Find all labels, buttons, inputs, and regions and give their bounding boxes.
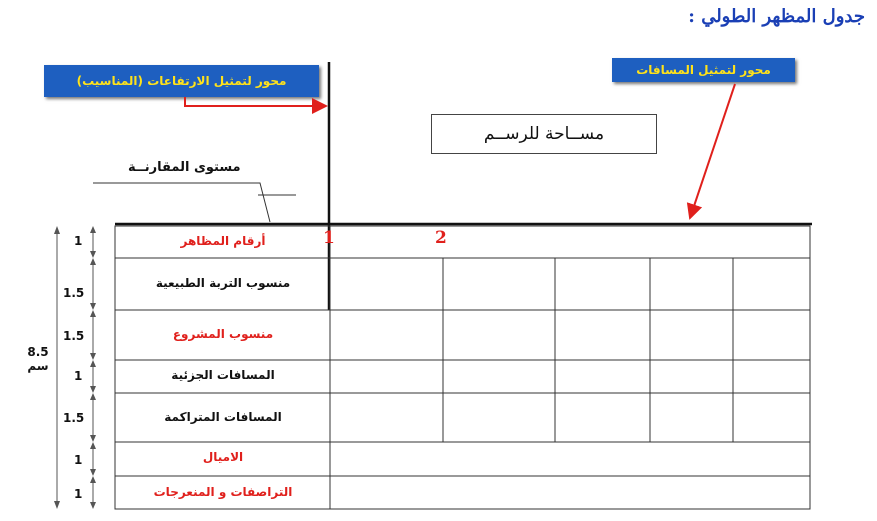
- total-height-unit: سم: [27, 359, 49, 373]
- diagram-title: جدول المظهر الطولي :: [688, 6, 865, 27]
- row-label-natural-ground-level: منسوب التربة الطبيعية: [155, 276, 291, 290]
- row-label-project-level: منسوب المشروع: [172, 327, 274, 341]
- vertical-axis-arrow: [185, 97, 326, 106]
- row-height-6: 1: [74, 453, 83, 467]
- total-height-value: 8.5: [27, 345, 49, 359]
- row-height-2: 1.5: [63, 286, 85, 300]
- row-label-alignments-curves: التراصفات و المنعرجات: [153, 485, 293, 499]
- total-height: [20, 345, 56, 373]
- row-height-4: 1: [74, 369, 83, 383]
- horizontal-axis-arrow: [690, 84, 735, 218]
- comparison-level-leader: [93, 183, 270, 222]
- row-label-partial-distances: المسافات الجزئية: [171, 368, 275, 382]
- row-height-7: 1: [74, 487, 83, 501]
- horizontal-axis-label: محور لتمثيل المسافات: [612, 58, 795, 82]
- row-height-5: 1.5: [63, 411, 85, 425]
- row-label-cumulative-distances: المسافات المتراكمة: [164, 410, 282, 424]
- vertical-axis-label: محور لتمثيل الارتفاعات (المناسيب): [44, 65, 319, 97]
- drawing-area-box: مســاحة للرســم: [431, 114, 657, 154]
- row-label-profile-numbers: أرقام المظاهر: [180, 234, 266, 248]
- profile-number-2: 2: [435, 228, 447, 248]
- table-column-lines: [443, 258, 733, 442]
- row-height-1: 1: [74, 234, 83, 248]
- row-height-3: 1.5: [63, 329, 85, 343]
- profile-number-1: 1: [323, 228, 335, 248]
- comparison-level-label: مستوى المقارنــة: [128, 160, 241, 175]
- table-row-lines: [115, 258, 810, 476]
- row-label-slopes: الاميال: [202, 450, 244, 464]
